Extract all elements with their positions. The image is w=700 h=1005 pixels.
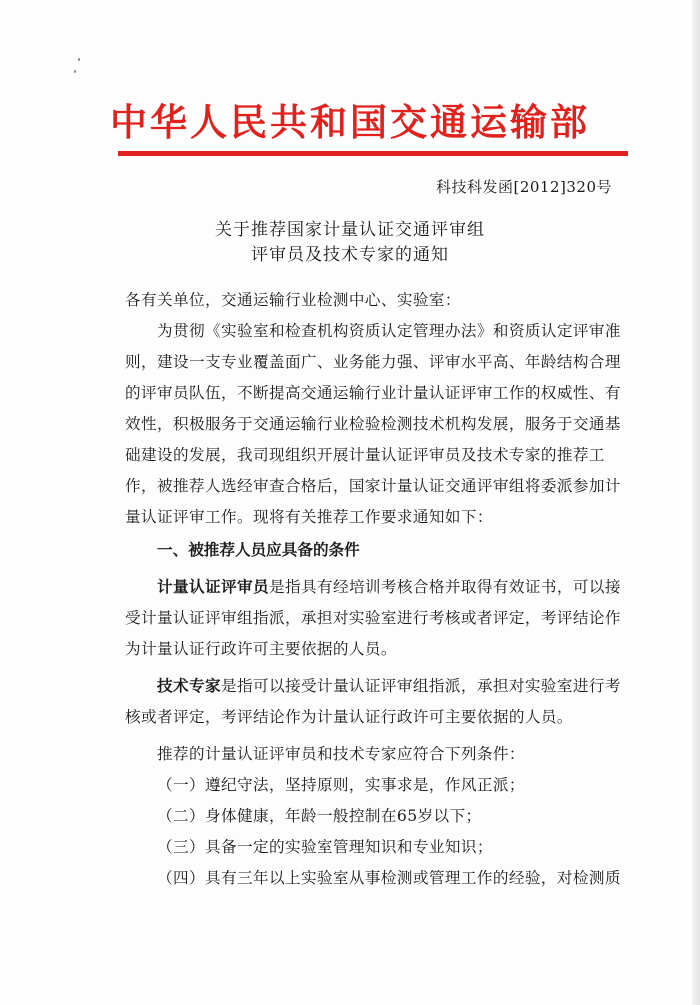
definition-text: 是指可以接受计量认证评审组指派，承担对实验室进行考 xyxy=(220,677,621,695)
defined-term: 技术专家 xyxy=(157,677,221,695)
scan-speck xyxy=(78,58,80,61)
definition-line: 核或者评定，考评结论作为计量认证行政许可主要依据的人员。 xyxy=(125,708,573,726)
subject-line-2: 评审员及技术专家的通知 xyxy=(251,245,449,265)
condition-item: （一）遵纪守法，坚持原则，实事求是，作风正派； xyxy=(157,776,525,794)
definition-line: 为计量认证行政许可主要依据的人员。 xyxy=(125,640,397,658)
document-number: 科技科发函[2012]320号 xyxy=(435,178,612,196)
condition-item: （四）具有三年以上实验室从事检测或管理工作的经验，对检测质 xyxy=(157,869,621,887)
salutation: 各有关单位，交通运输行业检测中心、实验室： xyxy=(125,291,461,309)
definition-first-line xyxy=(125,572,621,603)
section-heading: 一、被推荐人员应具备的条件 xyxy=(157,541,360,559)
intro-line: 效性，积极服务于交通运输行业检验检测技术机构发展，服务于交通基 xyxy=(125,415,621,433)
definition-text: 是指具有经培训考核合格并取得有效证书，可以接 xyxy=(268,578,621,596)
red-header-rule xyxy=(118,151,628,156)
subject-line-1: 关于推荐国家计量认证交通评审组 xyxy=(215,220,485,240)
notice-body xyxy=(125,285,621,894)
intro-line: 则，建设一支专业覆盖面广、业务能力强、评审水平高、年龄结构合理 xyxy=(125,353,621,371)
conditions-intro: 推荐的计量认证评审员和技术专家应符合下列条件： xyxy=(157,745,525,763)
defined-term: 计量认证评审员 xyxy=(157,578,269,596)
scan-speck xyxy=(74,70,76,73)
intro-line: 的评审员队伍，不断提高交通运输行业计量认证评审工作的权威性、有 xyxy=(125,384,621,402)
intro-line: 础建设的发展，我司现组织开展计量认证评审员及技术专家的推荐工 xyxy=(125,446,605,464)
notice-subject xyxy=(0,218,700,268)
definition-first-line xyxy=(125,671,621,702)
page-edge-shadow xyxy=(692,0,700,1005)
condition-item: （二）身体健康，年龄一般控制在65岁以下； xyxy=(157,807,482,825)
condition-item: （三）具备一定的实验室管理知识和专业知识； xyxy=(157,838,493,856)
intro-line: 量认证评审工作。现将有关推荐工作要求通知如下： xyxy=(125,508,493,526)
issuing-agency-title: 中华人民共和国交通运输部 xyxy=(110,100,590,144)
intro-line: 作，被推荐人选经审查合格后，国家计量认证交通评审组将委派参加计 xyxy=(125,477,621,495)
intro-line: 为贯彻《实验室和检查机构资质认定管理办法》和资质认定评审准 xyxy=(157,322,621,340)
definition-line: 受计量认证评审组指派，承担对实验室进行考核或者评定，考评结论作 xyxy=(125,609,621,627)
